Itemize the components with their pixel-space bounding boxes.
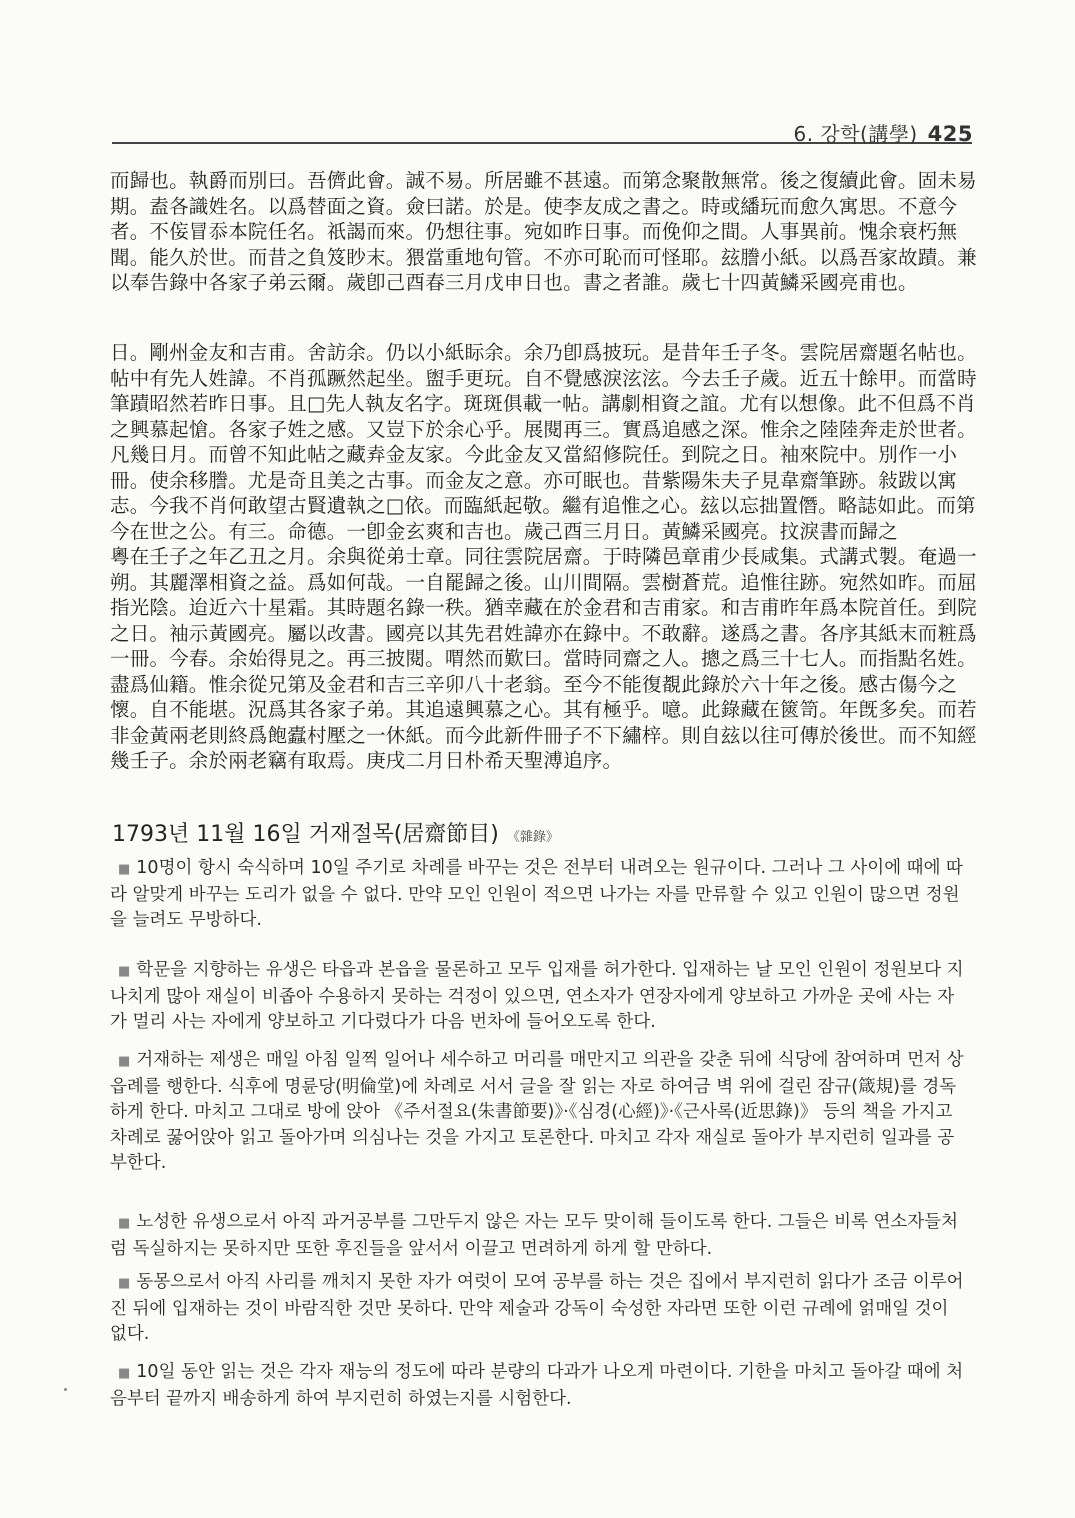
rule-text: 학문을 지향하는 유생은 타읍과 본읍을 물론하고 모두 입재를 허가한다. 입재하는 날 모인 인원이 정원보다 지나치게 많아 재실이 비좁아 수용하지 못하는 걱정이 있으면, 연소자가 연장자에게 양보하고 가까운 곳에 사는 자가 멀리 사는 자에게 양보하고 기다렸다가 다음 번차에 들어오도록 한다. (110, 960, 964, 1032)
bullet-icon: ■ (118, 1216, 131, 1231)
bullet-icon: ■ (118, 1276, 131, 1291)
running-head (793, 118, 973, 147)
rule-text: 거재하는 제생은 매일 아침 일찍 일어나 세수하고 머리를 매만지고 의관을 갖춘 뒤에 식당에 참여하며 먼저 상읍례를 행한다. 식후에 명륜당(明倫堂)에 차례로 서서 글을 잘 읽는 자로 하여금 벽 위에 걸린 잠규(箴規)를 경독하게 한다. 마치고 그대로 방에 앉아 《주서절요(朱書節要)》·《심경(心經)》·《근사록(近思錄)》 등의 책을 가지고 차례로 꿇어앉아 읽고 돌아가며 의심나는 것을 가지고 토론한다. 마치고 각자 재실로 돌아가 부지런히 일과를 공부한다. (110, 1050, 964, 1173)
rule-text: 노성한 유생으로서 아직 과거공부를 그만두지 않은 자는 모두 맞이해 들이도록 한다. 그들은 비록 연소자들처럼 독실하지는 못하지만 또한 후진들을 앞서서 이끌고 면려하게 하게 할 만하다. (110, 1212, 958, 1259)
page-number: 425 (927, 122, 973, 146)
rule-text: 10명이 항시 숙식하며 10일 주기로 차례를 바꾸는 것은 전부터 내려오는 원규이다. 그러나 그 사이에 때에 따라 알맞게 바꾸는 도리가 없을 수 없다. 만약 모인 인원이 적으면 나가는 자를 만류할 수 있고 인원이 많으면 정원을 늘려도 무방하다. (110, 858, 963, 930)
bullet-icon: ■ (118, 1366, 131, 1381)
section-source: 《雜錄》 (506, 830, 559, 845)
hanja-passage-2: 日。剛州金友和吉甫。舍訪余。仍以小紙眎余。余乃卽爲披玩。是昔年壬子冬。雲院居齋題名帖也。帖中有先人姓諱。不肖孤蹶然起坐。盥手更玩。自不覺感淚泫泫。今去壬子歲。近五十餘甲。而當時筆蹟昭然若昨日事。且□先人執友名字。斑斑俱載一帖。講劇相資之誼。尤有以想像。此不但爲不肖之興慕起愴。各家子姓之感。又豈下於余心乎。展閱再三。實爲追感之深。惟余之陸陸奔走於世者。凡幾日月。而曾不知此帖之藏弆金友家。今此金友又當紹修院任。到院之日。袖來院中。別作一小冊。使余移謄。尤是奇且美之古事。而金友之意。亦可眠也。昔紫陽朱夫子見韋齋筆跡。敍跋以寓志。今我不肖何敢望古賢遺執之□依。而臨紙起敬。繼有追惟之心。玆以忘拙置僭。略誌如此。而第今在世之公。有三。命德。一卽金玄爽和吉也。歲己酉三月日。黃鱗采國亮。抆淚書而歸之 粵在壬子之年乙丑之月。余與從弟士章。同往雲院居齋。于時隣邑章甫少長咸集。式講式製。奄過一朔。其麗澤相資之益。爲如何哉。一自罷歸之後。山川間隔。雲樹蒼荒。追惟往跡。宛然如昨。而屈指光陰。迨近六十星霜。其時題名錄一秩。猶幸藏在於金君和吉甫家。和吉甫昨年爲本院首任。到院之日。袖示黃國亮。屬以改書。國亮以其先君姓諱亦在錄中。不敢辭。遂爲之書。各序其紙末而粧爲一冊。今春。余始得見之。再三披閱。喟然而歎曰。當時同齋之人。摠之爲三十七人。而指點名姓。盡爲仙籍。惟余從兄第及金君和吉三辛卯八十老翁。至今不能復覩此錄於六十年之後。感古傷今之懷。自不能堪。況爲其各家子弟。其追遠興慕之心。其有極乎。噫。此錄藏在篋笥。年旣多矣。而若非金黃兩老則終爲飽蠹村壓之一休紙。而今此新件冊子不下繡梓。則自玆以往可傳於後世。而不知經幾壬子。余於兩老竊有取焉。庚戌二月日朴希天聖溥追序。 (110, 341, 977, 772)
rule-paragraph-3 (110, 1048, 968, 1177)
rule-paragraph-5 (110, 1270, 968, 1348)
rule-paragraph-2 (110, 958, 968, 1036)
bullet-icon: ■ (118, 964, 131, 979)
rule-text: 10일 동안 읽는 것은 각자 재능의 정도에 따라 분량의 다과가 나오게 마련이다. 기한을 마치고 돌아갈 때에 처음부터 끝까지 배송하게 하여 부지런히 하였는지를 시험한다. (110, 1362, 964, 1409)
rule-paragraph-4 (110, 1210, 968, 1262)
hanja-passage-1: 而歸也。執爵而別曰。吾儕此會。誠不易。所居雖不甚遠。而第念聚散無常。後之復續此會。固未易期。盍各識姓名。以爲替面之資。僉曰諾。於是。使李友成之書之。時或繙玩而愈久寓思。不意今者。不侫冒忝本院任名。祇謁而來。仍想往事。宛如昨日事。而俛仰之間。人事異前。愧余衰朽無聞。能久於世。而昔之負笈眇末。猥當重地句管。不亦可恥而可怪耶。玆謄小紙。以爲吾家故蹟。兼以奉告錄中各家子弟云爾。歲卽己酉春三月戊申日也。書之者誰。歲七十四黃鱗采國亮甫也。 (110, 169, 977, 294)
section-title (112, 817, 559, 848)
rule-paragraph-6 (110, 1360, 968, 1412)
scan-speck (64, 1388, 67, 1391)
bullet-icon: ■ (118, 862, 131, 877)
rule-paragraph-1 (110, 856, 968, 934)
rule-text: 동몽으로서 아직 사리를 깨치지 못한 자가 여럿이 모여 공부를 하는 것은 집에서 부지런히 읽다가 조금 이루어진 뒤에 입재하는 것이 바람직한 것만 못하다. 만약 제술과 강독이 숙성한 자라면 또한 이런 규례에 얽매일 것이 없다. (110, 1272, 964, 1344)
section-title-text: 1793년 11월 16일 거재절목(居齋節目) (112, 822, 499, 847)
bullet-icon: ■ (118, 1054, 131, 1069)
chapter-title: 6. 강학(講學) (793, 122, 918, 146)
